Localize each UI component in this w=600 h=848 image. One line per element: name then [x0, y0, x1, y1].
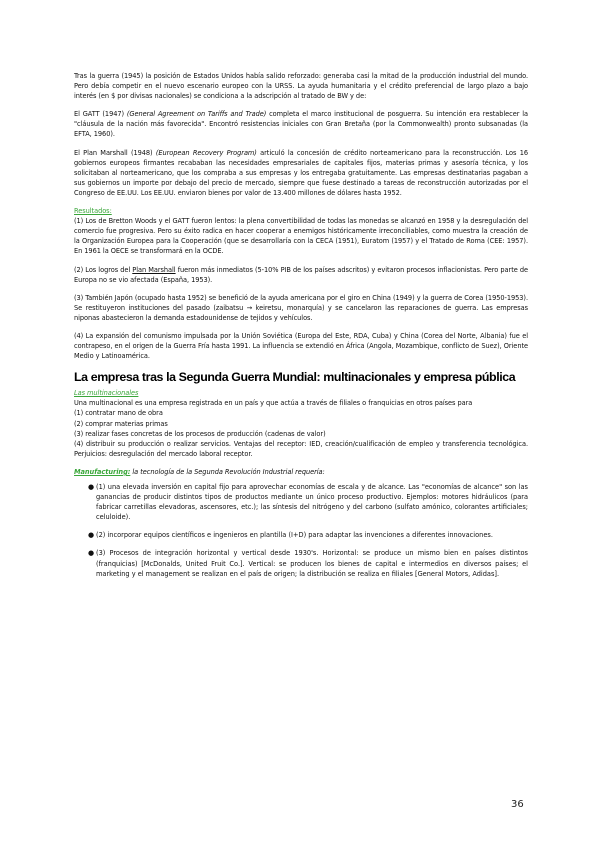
bullet-item: ● (3) Procesos de integración horizontal y vertical desde 1930's. Horizontal: se produce un mismo bien en países distintos (franquicias) [McDonalds, United Fruit Co.]. Vertical: se producen los bienes de capital e intermedios en diversos países; el marketing y el management se realizan en el país de origen; la distribución se realiza en filiales [General Motors, Adidas].	[88, 549, 528, 578]
multinationals-label: Las multinacionales	[74, 389, 139, 398]
result-3: (3) También Japón (ocupado hasta 1952) se benefició de la ayuda americana por el giro en China (1949) y la guerra de Corea (1950-1953). Se restituyeron instituciones del pasado (zaibatsu → keiretsu, monarquía) y se cancelaron las reparaciones de guerra. Las empresas niponas abastecieron la demanda estadounidense de tejidos y vehículos.	[74, 293, 528, 322]
gatt-lead: El GATT (1947)	[74, 110, 127, 119]
gatt-fullname: (General Agreement on Tariffs and Trade)	[126, 110, 267, 119]
page-content	[74, 71, 528, 587]
results-label: Resultados:	[74, 207, 112, 216]
manufacturing-line	[74, 467, 528, 477]
gatt-body: completa el marco institucional de posguerra. Su intención era restablecer la "cláusula de la nación más favorecida". Encontró resistencias iniciales con Gran Bretaña (por la Commonwealth) pronto subsanadas (la EFTA, 1960).	[74, 110, 528, 139]
result-4: (4) La expansión del comunismo impulsada por la Unión Soviética (Europa del Este, RDA, Cuba) y China (Corea del Norte, Albania) fue el contrapeso, en el origen de la Guerra Fría hasta 1991. La influencia se extendió en África (Angola, Mozambique, conflicto de Suez), Oriente Medio y Latinoamérica.	[74, 331, 528, 361]
bullet-icon: ●	[88, 483, 95, 491]
bullet-icon: ●	[88, 531, 95, 540]
result-2: (2) Los logros del Plan Marshall fueron más inmediatos (5-10% PIB de los países adscritos) y evitaron procesos inflacionistas. Pero parte de Europa no se vio afectada (España, 1953).	[74, 265, 529, 284]
section-heading: La empresa tras la Segunda Guerra Mundial: multinacionales y empresa pública	[74, 370, 516, 385]
bullet-item: ● (1) una elevada inversión en capital fijo para aprovechar economías de escala y de alcance. Las "economías de alcance" son las ganancias de producir distintos tipos de productos mediante un único proceso productivo. Ejemplos: motores hidráulicos (para fabricar carretillas elevadoras, ascensores, etc.); las síntesis del nitrógeno y del carbono (sulfato amónico, colorantes artificiales; celuloide).	[88, 483, 528, 522]
marshall-fullname: (European Recovery Program)	[155, 148, 257, 157]
purpose-3: (3) realizar fases concretas de los procesos de producción (cadenas de valor)	[74, 429, 326, 438]
paragraph-postwar-us: Tras la guerra (1945) la posición de Estados Unidos había salido reforzado: generaba casi la mitad de la producción industrial del mundo. Pero debía competir en el nuevo escenario europeo con la URSS. La ayuda humanitaria y el crédito preferencial de largo plazo a bajo interés (en $ por divisas nacionales) se condiciona a la adscripción al tratado de BW y de:	[74, 72, 528, 101]
multinational-definition: Una multinacional es una empresa registrada en un país y que actúa a través de filiales o franquicias en otros países para	[74, 399, 473, 408]
manufacturing-bullets	[74, 482, 528, 579]
marshall-body: articuló la concesión de crédito norteamericano para la reconstrucción. Los 16 gobiernos europeos firmantes recababan las necesidades empresariales de capitales fijos, materias primas y asesoría técnica, y los solicitaban al norteamericano, que los compraba a sus empresas y los entregaba gratuitamente. Las empresas destinatarias pagaban a sus gobiernos un importe por debajo del precio de mercado, siempre que fuese destinado a tareas de reconstrucción autorizadas por el Congreso de EE.UU. Los EE.UU. enviaron bienes por valor de 13.400 millones de dólares hasta 1952.	[74, 148, 528, 197]
bullet-item: ● (2) incorporar equipos científicos e ingenieros en plantilla (I+D) para adaptar las invenciones a diferentes innovaciones.	[88, 531, 493, 540]
purpose-1: (1) contratar mano de obra	[74, 409, 163, 418]
bullet-icon: ●	[88, 549, 95, 558]
purpose-4: (4) distribuir su producción o realizar servicios. Ventajas del receptor: IED, creación/cualificación de empleo y transferencia tecnológica. Perjuicios: desregulación del mercado laboral receptor.	[74, 439, 528, 458]
paragraph-gatt	[74, 109, 528, 139]
paragraph-marshall-plan	[74, 148, 528, 198]
result-1: (1) Los de Bretton Woods y el GATT fueron lentos: la plena convertibilidad de todas las monedas se alcanzó en 1958 y la desregulación del comercio fue progresiva. Pero su éxito radica en hacer cooperar a enemigos históricamente irreconciliables, como muestra la creación de la Organización Europea para la Cooperación (que se desarrollaría con la CECA (1951), Euratom (1957) y el Tratado de Roma (CEE: 1957). En 1961 la OECE se transformará en la OCDE.	[74, 217, 528, 256]
manufacturing-label: Manufacturing:	[74, 467, 131, 476]
plan-marshall-link: Plan Marshall	[132, 265, 176, 274]
marshall-lead: El Plan Marshall (1948)	[74, 148, 156, 157]
manufacturing-text: la tecnología de la Segunda Revolución Industrial requería:	[130, 467, 325, 476]
purpose-2: (2) comprar materias primas	[74, 419, 168, 428]
page-number: 36	[511, 799, 524, 810]
